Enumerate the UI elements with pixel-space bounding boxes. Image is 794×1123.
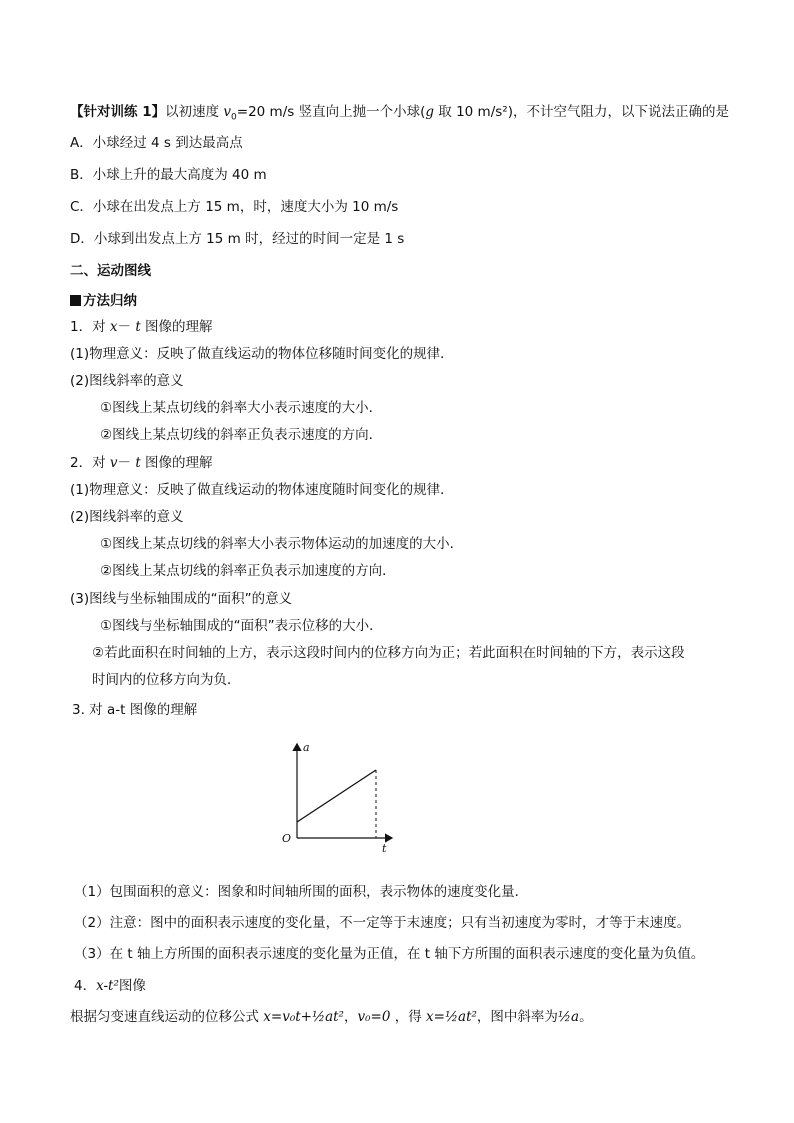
xt-meaning: (1)物理意义：反映了做直线运动的物体位移随时间变化的规律． bbox=[70, 346, 454, 362]
vt-slope-b: ②图线上某点切线的斜率正负表示加速度的方向． bbox=[100, 563, 396, 579]
xt2-heading: 4．x-t²图像 bbox=[74, 978, 146, 994]
vt-heading: 2．对 v－ t 图像的理解 bbox=[70, 455, 213, 471]
a-axis-label: a bbox=[303, 741, 310, 754]
at-note-3: （3）在 t 轴上方所围的面积表示速度的变化量为正值，在 t 轴下方所围的面积表示速度的变化量为负值。 bbox=[74, 946, 705, 962]
option-a: A．小球经过 4 s 到达最高点 bbox=[70, 135, 243, 151]
vt-meaning: (1)物理意义：反映了做直线运动的物体速度随时间变化的规律． bbox=[70, 482, 454, 498]
option-d: D．小球到出发点上方 15 m 时，经过的时间一定是 1 s bbox=[70, 231, 405, 247]
xt-slope-b: ②图线上某点切线的斜率正负表示速度的方向． bbox=[100, 427, 383, 443]
vt-slope-a: ①图线上某点切线的斜率大小表示物体运动的加速度的大小． bbox=[100, 536, 464, 552]
method-title: 方法归纳 bbox=[70, 292, 137, 310]
t-axis-label: t bbox=[382, 842, 387, 855]
xt2-body: 根据匀变速直线运动的位移公式 x=v₀t+½at²，v₀=0 ，得 x=½at²，图中斜率为½a。 bbox=[70, 1009, 593, 1025]
option-b: B．小球上升的最大高度为 40 m bbox=[70, 167, 267, 183]
displacement-formula: x=v₀t+½at² bbox=[263, 1009, 344, 1025]
section-title: 二、运动图线 bbox=[70, 263, 151, 279]
xt-slope-a: ①图线上某点切线的斜率大小表示速度的大小． bbox=[100, 400, 383, 416]
a-t-line bbox=[297, 770, 376, 822]
vt-area-b-line2: 时间内的位移方向为负． bbox=[92, 672, 241, 688]
question-tag: 【针对训练 1】 bbox=[70, 104, 166, 120]
xt-slope-title: (2)图线斜率的意义 bbox=[70, 373, 184, 389]
origin-label: O bbox=[282, 832, 292, 845]
vt-area-a: ①图线与坐标轴围成的“面积”表示位移的大小． bbox=[100, 618, 383, 634]
option-c: C．小球在出发点上方 15 m，时，速度大小为 10 m/s bbox=[70, 199, 399, 215]
question-stem: 【针对训练 1】以初速度 $v_0=20$ m/s 竖直向上抛一个小球(g 取 10 m/s²)，不计空气阻力，以下说法正确的是 bbox=[70, 104, 729, 123]
at-graph bbox=[270, 738, 400, 858]
at-heading: 3. 对 a-t 图像的理解 bbox=[72, 702, 198, 718]
at-note-2: （2）注意：图中的面积表示速度的变化量，不一定等于末速度；只有当初速度为零时，才等于末速度。 bbox=[74, 915, 691, 931]
xt-heading: 1．对 x－ t 图像的理解 bbox=[70, 319, 213, 335]
vt-area-b-line1: ②若此面积在时间轴的上方，表示这段时间内的位移方向为正；若此面积在时间轴的下方，表示这段 bbox=[92, 645, 685, 661]
vt-area-title: (3)图线与坐标轴围成的“面积”的意义 bbox=[70, 591, 293, 607]
at-note-1: （1）包围面积的意义：图象和时间轴所围的面积，表示物体的速度变化量． bbox=[74, 884, 529, 900]
vt-slope-title: (2)图线斜率的意义 bbox=[70, 509, 184, 525]
square-bullet-icon bbox=[70, 295, 81, 306]
